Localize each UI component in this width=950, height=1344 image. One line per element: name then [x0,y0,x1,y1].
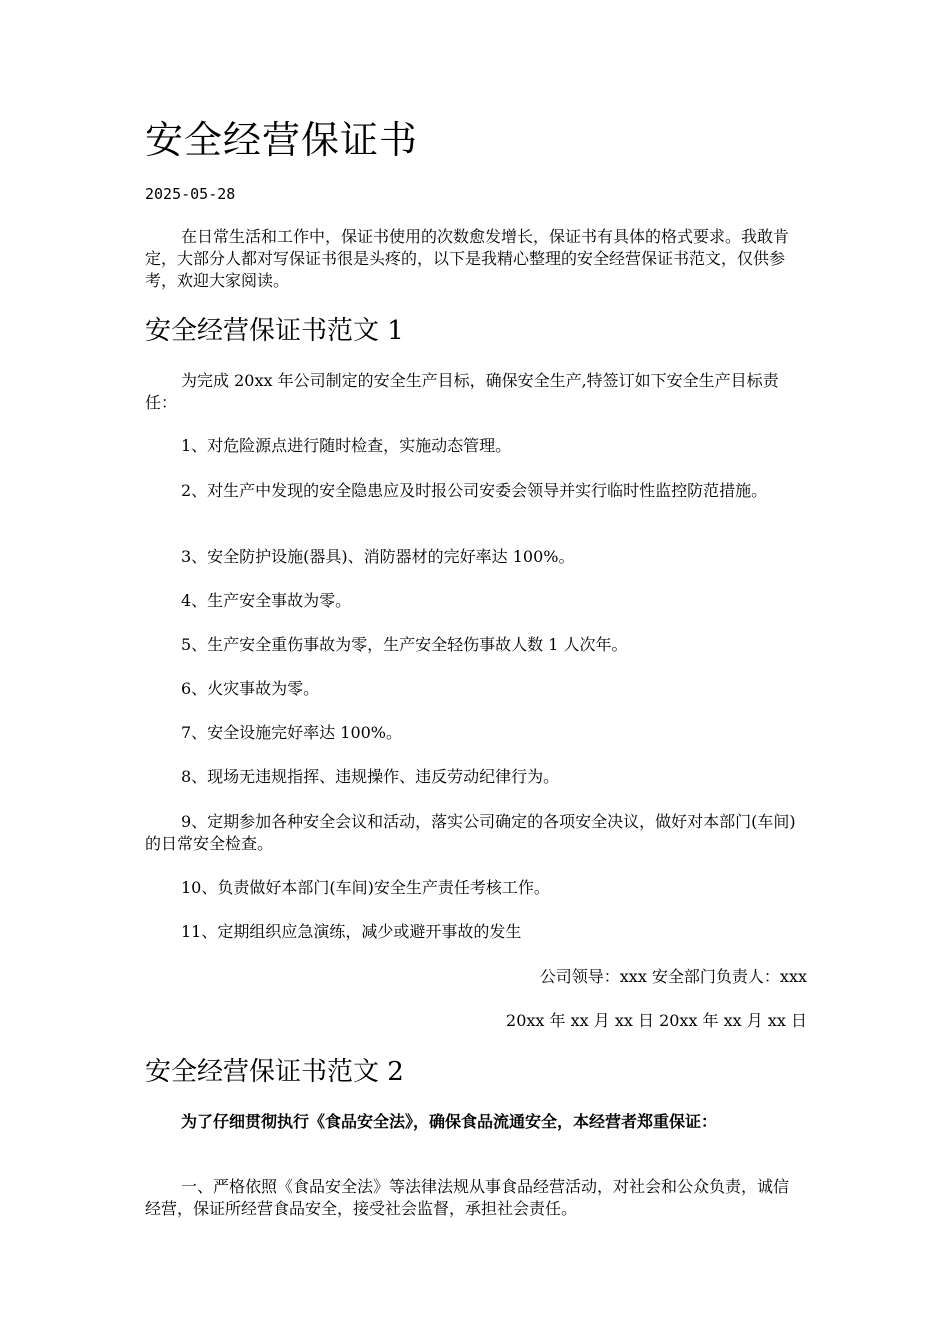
section2-paragraph: 一、严格依照《食品安全法》等法律法规从事食品经营活动，对社会和公众负责，诚信经营，保证所经营食品安全，接受社会监督，承担社会责任。 [145,1177,790,1218]
section1-item: 7、安全设施完好率达 100%。 [181,723,403,742]
document-title: 安全经营保证书 [145,118,419,162]
section2-paragraph: 为了仔细贯彻执行《食品安全法》，确保食品流通安全，本经营者郑重保证： [181,1112,718,1131]
section2-heading: 安全经营保证书范文 2 [145,1057,404,1087]
section1-item: 6、火灾事故为零。 [181,679,320,698]
section1-item: 11、定期组织应急演练，减少或避开事故的发生 [181,922,522,941]
signature-date-line: 20xx 年 xx 月 xx 日 20xx 年 xx 月 xx 日 [506,1011,807,1030]
section1-item: 1、对危险源点进行随时检查，实施动态管理。 [181,436,512,455]
section1-item: 9、定期参加各种安全会议和活动，落实公司确定的各项安全决议，做好对本部门(车间)的日常安全检查。 [145,812,796,853]
section1-item: 10、负责做好本部门(车间)安全生产责任考核工作。 [181,878,550,897]
signature-line: 公司领导：xxx 安全部门负责人：xxx [539,967,807,986]
document-date: 2025-05-28 [145,185,236,203]
section1-paragraph: 为完成 20xx 年公司制定的安全生产目标，确保安全生产,特签订如下安全生产目标责任： [145,371,779,412]
section1-heading: 安全经营保证书范文 1 [145,316,404,346]
section1-item: 5、生产安全重伤事故为零，生产安全轻伤事故人数 1 人次年。 [181,635,628,654]
section1-item: 3、安全防护设施(器具)、消防器材的完好率达 100%。 [181,547,575,566]
section1-item: 2、对生产中发现的安全隐患应及时报公司安委会领导并实行临时性监控防范措施。 [181,481,768,500]
section1-item: 8、现场无违规指挥、违规操作、违反劳动纪律行为。 [181,767,560,786]
section1-item: 4、生产安全事故为零。 [181,591,352,610]
intro-paragraph: 在日常生活和工作中，保证书使用的次数愈发增长，保证书有具体的格式要求。我敢肯定，大部分人都对写保证书很是头疼的，以下是我精心整理的安全经营保证书范文，仅供参考，欢迎大家阅读。 [145,227,790,290]
